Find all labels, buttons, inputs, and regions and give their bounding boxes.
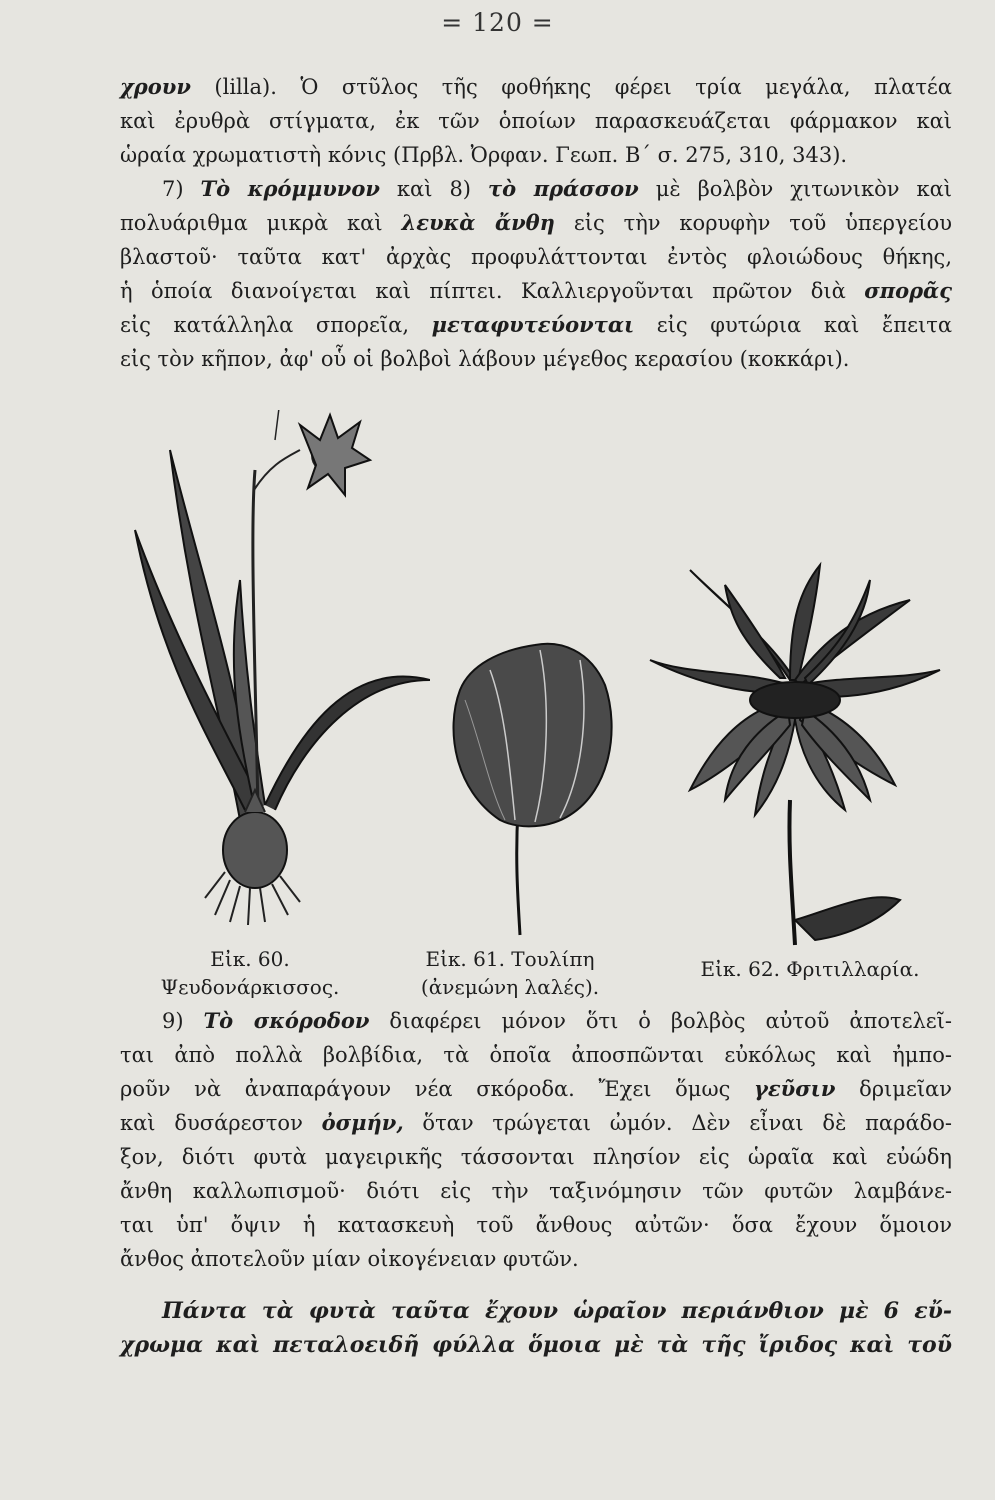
- caption-plant-name: Ψευδονάρκισσος.: [160, 975, 340, 999]
- text-line: ξον, διότι φυτὰ μαγειρικῆς τάσσονται πλησίον εἰς ὡραῖα καὶ εὐώδη: [120, 1145, 952, 1169]
- text-line: διαφέρει μόνον ὅτι ὁ βολβὸς αὐτοῦ ἀποτελεῖ-: [369, 1009, 953, 1033]
- text-line: μὲ βολβὸν χιτωνικὸν καὶ: [638, 177, 952, 201]
- page-number: = 120 =: [441, 8, 554, 37]
- text-line: (lilla). Ὁ στῦλος τῆς φοθήκης φέρει τρία μεγάλα, πλατέα: [190, 75, 952, 99]
- term-sowing: σπορᾶς: [864, 278, 952, 303]
- term-smell: ὀσμήν,: [321, 1110, 404, 1135]
- text-line: καὶ 8): [379, 177, 488, 201]
- tulip-illustration: [430, 630, 640, 940]
- text-line: εἰς κατάλληλα σπορεῖα,: [120, 313, 432, 337]
- bold-term: χρουν: [120, 74, 191, 99]
- term-white-flowers: λευκὰ ἄνθη: [401, 210, 555, 235]
- paragraph-summary: [120, 1294, 952, 1362]
- text-line: βλαστοῦ· ταῦτα κατ' ἀρχὰς προφυλάττονται ἐντὸς φλοιώδους θήκης,: [120, 245, 952, 269]
- text-line: καὶ δυσάρεστον: [120, 1111, 322, 1135]
- figure-62-caption: [660, 955, 960, 983]
- text-line: ἡ ὁποία διανοίγεται καὶ πίπτει. Καλλιεργοῦνται πρῶτον διὰ: [120, 279, 865, 303]
- text-line: εἰς φυτώρια καὶ ἔπειτα: [634, 313, 952, 337]
- text-line: ροῦν νὰ ἀναπαράγουν νέα σκόροδα. Ἔχει ὅμως: [120, 1077, 754, 1101]
- text-line: ὅταν τρώγεται ὠμόν. Δὲν εἶναι δὲ παράδο-: [403, 1111, 953, 1135]
- caption-plant-name: (ἀνεμώνη λαλές).: [420, 975, 600, 999]
- text-line: ται ὑπ' ὄψιν ἡ κατασκευὴ τοῦ ἄνθους αὐτῶν· ὅσα ἔχουν ὅμοιον: [120, 1213, 952, 1237]
- text-line: εἰς τὴν κορυφὴν τοῦ ὑπεργείου: [554, 211, 953, 235]
- text-line: πολυάριθμα μικρὰ καὶ: [120, 211, 402, 235]
- text-line: 7): [162, 177, 201, 201]
- text-line: 9): [162, 1009, 204, 1033]
- term-onion: Τὸ κρόμμυνον: [200, 176, 380, 201]
- daffodil-illustration: [130, 410, 430, 930]
- caption-label: Εἰκ. 60.: [210, 947, 290, 971]
- term-leek: τὸ πράσσον: [487, 176, 639, 201]
- caption-label: Εἰκ. 61. Τουλίπη: [425, 947, 595, 971]
- text-line: ἄνθος ἀποτελοῦν μίαν οἰκογένειαν φυτῶν.: [120, 1247, 579, 1271]
- caption-label: Εἰκ. 62. Φριτιλλαρία.: [700, 957, 920, 981]
- term-transplanted: μεταφυτεύονται: [431, 312, 635, 337]
- term-taste: γεῦσιν: [754, 1076, 836, 1101]
- text-line: καὶ ἐρυθρὰ στίγματα, ἐκ τῶν ὁποίων παρασκευάζεται φάρμακον καὶ: [120, 109, 952, 133]
- text-line: χρωμα καὶ πεταλοειδῆ φύλλα ὅμοια μὲ τὰ τῆς ἴριδος καὶ τοῦ: [120, 1332, 952, 1358]
- term-garlic: Τὸ σκόροδον: [203, 1008, 370, 1033]
- fritillaria-illustration: [630, 560, 950, 950]
- figure-61-caption: [405, 945, 615, 1001]
- text-line: ἄνθη καλλωπισμοῦ· διότι εἰς τὴν ταξινόμησιν τῶν φυτῶν λαμβάνε-: [120, 1179, 952, 1203]
- figure-60-caption: [140, 945, 360, 1001]
- paragraph-garlic: [120, 1004, 952, 1276]
- text-line: εἰς τὸν κῆπον, ἀφ' οὗ οἱ βολβοὶ λάβουν μέγεθος κερασίου (κοκκάρι).: [120, 347, 850, 371]
- text-line: δριμεῖαν: [835, 1077, 953, 1101]
- paragraph-lilac-onion: [120, 70, 952, 376]
- text-line: Πάντα τὰ φυτὰ ταῦτα ἔχουν ὡραῖον περιάνθιον μὲ 6 εὔ-: [162, 1298, 952, 1324]
- text-line: ται ἀπὸ πολλὰ βολβίδια, τὰ ὁποῖα ἀποσπῶνται εὐκόλως καὶ ἠμπο-: [120, 1043, 952, 1067]
- text-line: ὡραία χρωματιστὴ κόνις (Πρβλ. Ὀρφαν. Γεωπ. Β΄ σ. 275, 310, 343).: [120, 143, 848, 167]
